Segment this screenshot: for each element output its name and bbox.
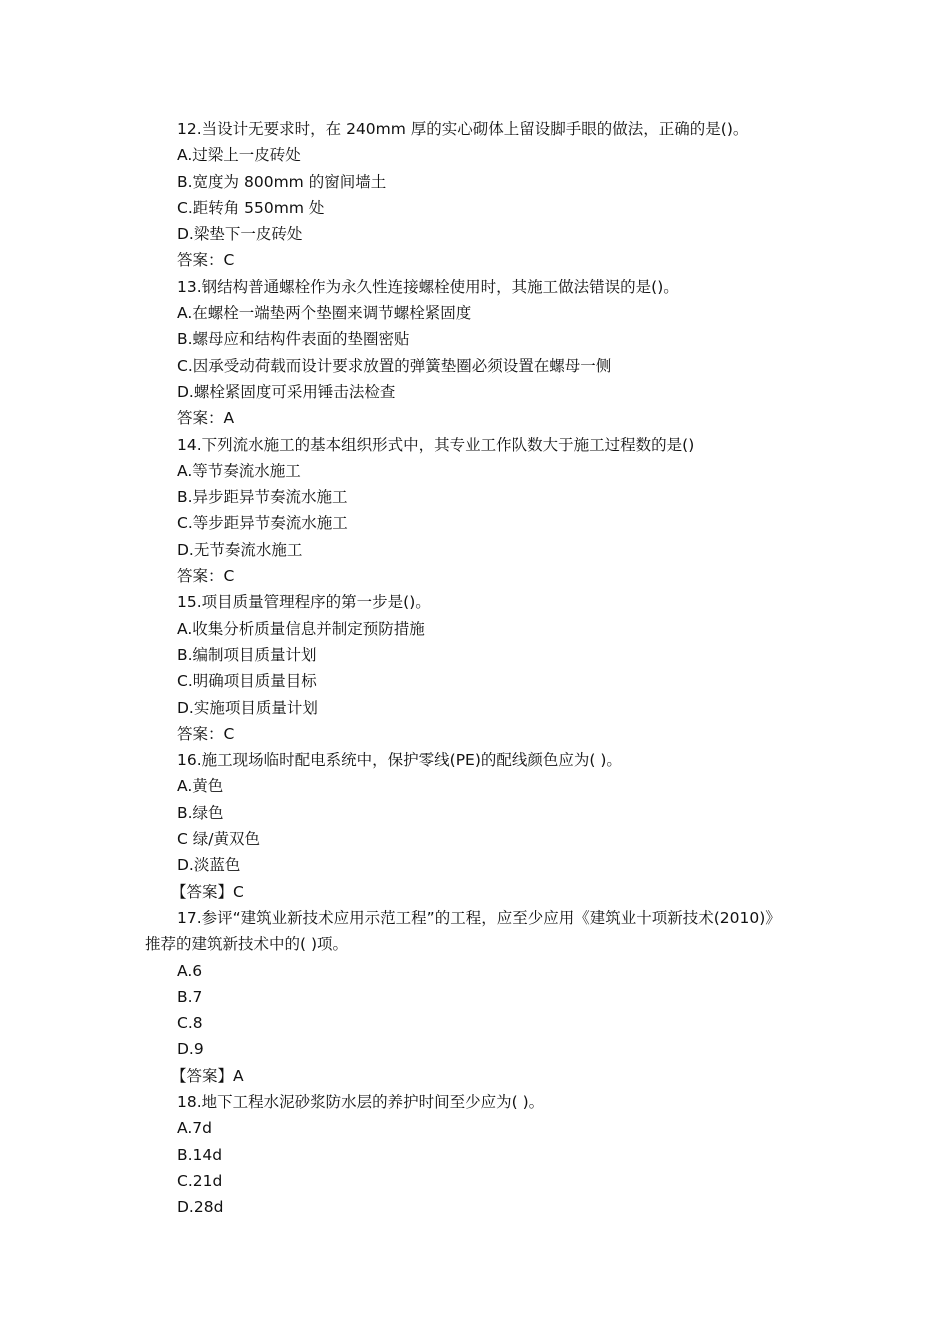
answer-text: 答案：C (177, 567, 235, 586)
option-text: A.6 (177, 961, 203, 980)
answer-text: 答案：A (177, 409, 235, 428)
question-text-continued: 推荐的建筑新技术中的( )项。 (145, 935, 349, 954)
option-text: A.7d (177, 1119, 212, 1138)
option-text: C.8 (177, 1014, 203, 1033)
question-text: 12.当设计无要求时，在 240mm 厚的实心砌体上留设脚手眼的做法，正确的是()。 (177, 120, 749, 138)
question-text: 16.施工现场临时配电系统中，保护零线(PE)的配线颜色应为( )。 (177, 751, 622, 770)
option-text: D.9 (177, 1040, 204, 1059)
question-text: 17.参评“建筑业新技术应用示范工程”的工程，应至少应用《建筑业十项新技术(2010)》 (177, 908, 781, 927)
question-text: 13.钢结构普通螺栓作为永久性连接螺栓使用时，其施工做法错误的是()。 (177, 277, 679, 296)
option-text: B.宽度为 800mm 的窗间墙土 (177, 172, 387, 191)
answer-text: 答案：C (177, 724, 235, 743)
option-text: C.因承受动荷载而设计要求放置的弹簧垫圈必须设置在螺母一侧 (177, 356, 612, 375)
option-text: D.无节奏流水施工 (177, 540, 303, 559)
question-text: 15.项目质量管理程序的第一步是()。 (177, 593, 431, 612)
option-text: C.等步距异节奏流水施工 (177, 514, 348, 533)
answer-text: 【答案】A (171, 1066, 244, 1085)
option-text: C.明确项目质量目标 (177, 672, 317, 691)
answer-text: 答案：C (177, 251, 235, 270)
option-text: A.在螺栓一端垫两个垫圈来调节螺栓紧固度 (177, 304, 472, 323)
option-text: B.14d (177, 1145, 223, 1164)
question-text: 18.地下工程水泥砂浆防水层的养护时间至少应为( )。 (177, 1092, 545, 1111)
document-body (0, 116, 950, 1220)
option-text: B.7 (177, 987, 203, 1006)
option-text: A.黄色 (177, 777, 224, 796)
option-text: A.过梁上一皮砖处 (177, 146, 301, 165)
option-text: B.编制项目质量计划 (177, 645, 317, 664)
option-text: C.距转角 550mm 处 (177, 198, 325, 217)
option-text: D.淡蓝色 (177, 856, 241, 875)
option-text: A.收集分析质量信息并制定预防措施 (177, 619, 425, 638)
option-text: D.实施项目质量计划 (177, 698, 318, 717)
option-text: B.异步距异节奏流水施工 (177, 488, 348, 507)
option-text: B.螺母应和结构件表面的垫圈密贴 (177, 330, 410, 349)
option-text: D.梁垫下一皮砖处 (177, 225, 303, 244)
option-text: D.28d (177, 1198, 224, 1217)
answer-text: 【答案】C (171, 882, 244, 901)
option-text: B.绿色 (177, 803, 224, 822)
question-text: 14.下列流水施工的基本组织形式中，其专业工作队数大于施工过程数的是() (177, 435, 695, 454)
option-text: D.螺栓紧固度可采用锤击法检查 (177, 382, 396, 401)
option-text: A.等节奏流水施工 (177, 461, 301, 480)
option-text: C.21d (177, 1171, 223, 1190)
option-text: C 绿/黄双色 (177, 830, 260, 849)
